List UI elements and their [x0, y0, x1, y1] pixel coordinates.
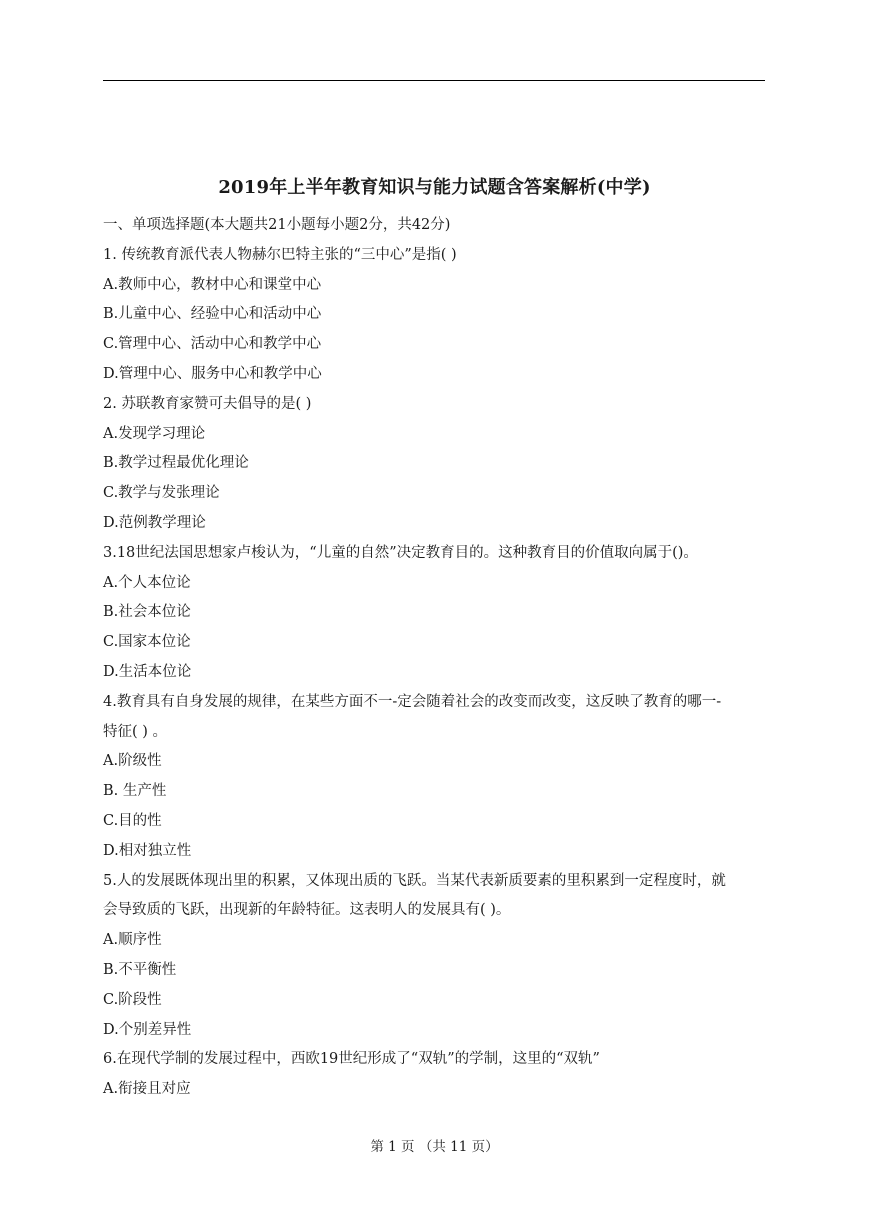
q4-option-a: A.阶级性 — [103, 753, 162, 770]
q3-option-d: D.生活本位论 — [103, 663, 192, 680]
q5-option-d: D.个别差异性 — [103, 1021, 192, 1038]
header-rule — [103, 80, 765, 81]
q3-option-b: B.社会本位论 — [103, 604, 191, 621]
document-body — [103, 211, 767, 1105]
q5-option-b: B.不平衡性 — [103, 961, 177, 978]
q1-option-a: A.教师中心，教材中心和课堂中心 — [103, 276, 322, 293]
q1-option-b: B.儿童中心、经验中心和活动中心 — [103, 306, 322, 323]
question-2: 2. 苏联教育家赞可夫倡导的是( ) — [103, 395, 312, 412]
q3-option-c: C.国家本位论 — [103, 634, 191, 651]
q5-option-a: A.顺序性 — [103, 932, 162, 949]
q2-option-c: C.教学与发张理论 — [103, 485, 220, 502]
question-4-line-1: 4.教育具有自身发展的规律，在某些方面不一-定会随着社会的改变而改变，这反映了教育的哪一- — [103, 693, 722, 710]
q3-option-a: A.个人本位论 — [103, 574, 191, 591]
question-6: 6.在现代学制的发展过程中，西欧19世纪形成了“双轨”的学制，这里的“双轨” — [103, 1051, 600, 1068]
question-1: 1. 传统教育派代表人物赫尔巴特主张的“三中心”是指( ) — [103, 246, 457, 263]
q2-option-b: B.教学过程最优化理论 — [103, 455, 249, 472]
q5-option-c: C.阶段性 — [103, 991, 162, 1008]
question-3: 3.18世纪法国思想家卢梭认为，“儿童的自然”决定教育目的。这种教育目的价值取向属于()。 — [103, 544, 698, 561]
document-title: 2019年上半年教育知识与能力试题含答案解析(中学) — [218, 177, 651, 198]
question-5-line-1: 5.人的发展既体现出里的积累，又体现出质的飞跃。当某代表新质要素的里积累到一定程度时，就 — [103, 872, 726, 889]
section-heading: 一、单项选择题(本大题共21小题每小题2分，共42分) — [103, 217, 451, 233]
q2-option-a: A.发现学习理论 — [103, 425, 206, 442]
q2-option-d: D.范例教学理论 — [103, 514, 206, 531]
q4-option-b: B. 生产性 — [103, 783, 167, 800]
question-4-line-2: 特征( ) 。 — [103, 723, 168, 740]
q4-option-d: D.相对独立性 — [103, 842, 192, 859]
q1-option-c: C.管理中心、活动中心和教学中心 — [103, 336, 322, 353]
page-footer: 第 1 页 （共 11 页） — [370, 1139, 499, 1155]
q6-option-a: A.衔接且对应 — [103, 1081, 191, 1098]
question-5-line-2: 会导致质的飞跃，出现新的年龄特征。这表明人的发展具有( )。 — [103, 902, 511, 919]
q4-option-c: C.目的性 — [103, 812, 162, 829]
q1-option-d: D.管理中心、服务中心和教学中心 — [103, 365, 322, 382]
